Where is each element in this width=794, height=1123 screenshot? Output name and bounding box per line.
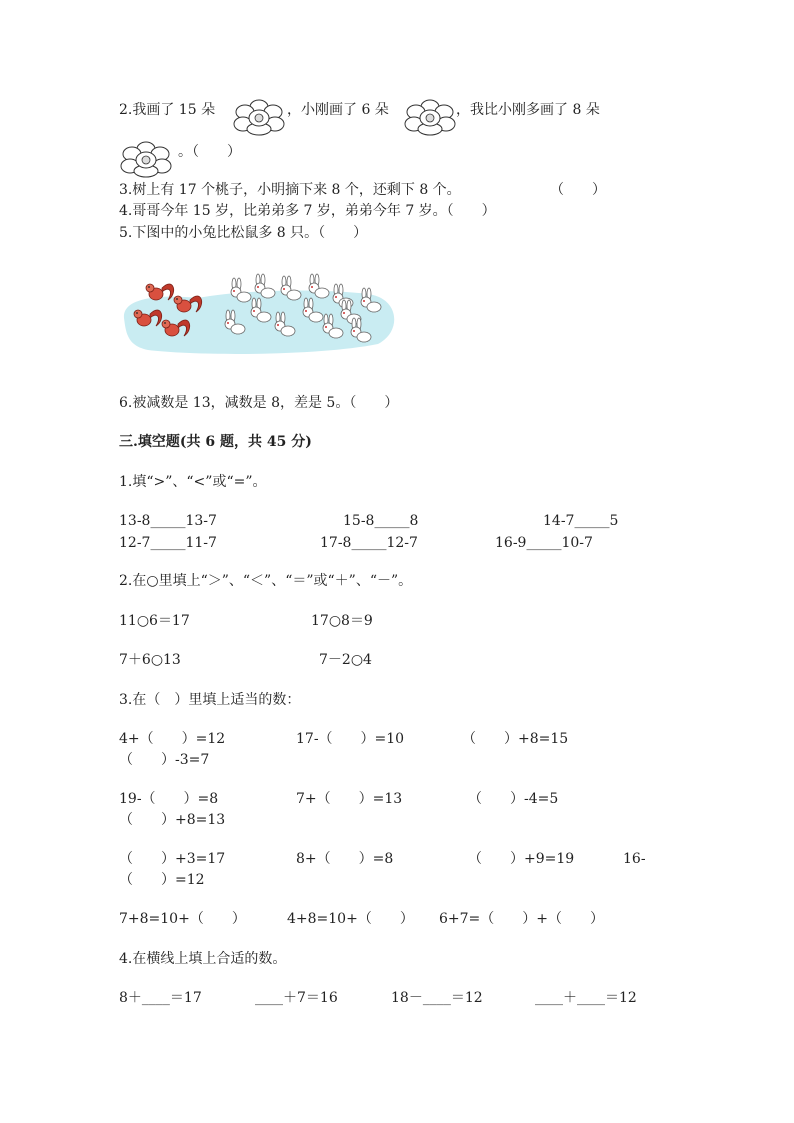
s3-q3-r2-a: 19-（ ）=8 — [119, 791, 219, 807]
s3-q3-r3-d: 16- — [623, 851, 646, 867]
s3-q2-r1-a: 11○6＝17 — [119, 613, 190, 629]
squirrels-rabbits-picture — [118, 268, 398, 356]
s3-q1-title: 1.填“>”、“<”或“=”。 — [119, 474, 267, 490]
s3-q2-r2-a: 7＋6○13 — [119, 652, 181, 668]
s3-q1-r1-b: 15-8_____8 — [343, 513, 419, 529]
s3-q3-r1-b: 17-（ ）=10 — [296, 731, 405, 747]
s3-q3-r1-d: （ ）-3=7 — [119, 752, 210, 768]
flower-icon — [233, 97, 285, 137]
flower-icon — [120, 139, 172, 179]
s3-q1-r2-a: 12-7_____11-7 — [119, 535, 217, 551]
section3-title: 三.填空题(共 6 题，共 45 分) — [119, 434, 312, 450]
s3-q3-r4-a: 7+8=10+（ ） — [119, 911, 246, 927]
judge-q3-bracket: （ ） — [550, 182, 606, 198]
s3-q3-r3-e: （ ）=12 — [119, 872, 205, 888]
s3-q4-a: 8＋____＝17 — [119, 990, 202, 1006]
s3-q1-r2-b: 17-8_____12-7 — [320, 535, 418, 551]
s3-q3-r3-c: （ ）+9=19 — [468, 851, 575, 867]
judge-q6: 6.被减数是 13，减数是 8，差是 5。（ ） — [119, 395, 399, 411]
s3-q2-r1-b: 17○8＝9 — [311, 613, 373, 629]
judge-q2-part3: ，我比小刚多画了 8 朵 — [456, 102, 600, 118]
s3-q3-r1-a: 4+（ ）=12 — [119, 731, 226, 747]
judge-q5: 5.下图中的小兔比松鼠多 8 只。（ ） — [119, 225, 368, 241]
s3-q2-r2-b: 7－2○4 — [319, 652, 372, 668]
s3-q3-r4-b: 4+8=10+（ ） — [287, 911, 414, 927]
s3-q3-r1-c: （ ）+8=15 — [462, 731, 569, 747]
s3-q3-title: 3.在（ ）里填上适当的数： — [119, 692, 301, 708]
s3-q3-r4-c: 6+7=（ ）+（ ） — [439, 911, 605, 927]
s3-q4-title: 4.在横线上填上合适的数。 — [119, 951, 287, 967]
judge-q2-part4: 。（ ） — [178, 144, 241, 160]
s3-q3-r2-c: （ ）-4=5 — [468, 791, 559, 807]
squirrel-icon — [146, 284, 174, 300]
s3-q4-d: ____＋____＝12 — [535, 990, 637, 1006]
s3-q4-c: 18－____＝12 — [391, 990, 483, 1006]
s3-q1-r2-c: 16-9_____10-7 — [495, 535, 593, 551]
judge-q2-part2: ，小刚画了 6 朵 — [287, 102, 389, 118]
s3-q3-r3-b: 8+（ ）=8 — [296, 851, 394, 867]
flower-icon — [404, 97, 456, 137]
s3-q3-r2-d: （ ）+8=13 — [119, 812, 226, 828]
s3-q1-r1-c: 14-7_____5 — [543, 513, 619, 529]
s3-q1-r1-a: 13-8_____13-7 — [119, 513, 217, 529]
s3-q4-b: ____＋7＝16 — [255, 990, 338, 1006]
s3-q2-title: 2.在○里填上“＞”、“＜”、“＝”或“＋”、“－”。 — [119, 573, 413, 589]
judge-q2-part1: 2.我画了 15 朵 — [119, 102, 216, 118]
judge-q4: 4.哥哥今年 15 岁，比弟弟多 7 岁，弟弟今年 7 岁。（ ） — [119, 203, 496, 219]
judge-q3-text: 3.树上有 17 个桃子，小明摘下来 8 个，还剩下 8 个。 — [119, 182, 461, 198]
s3-q3-r3-a: （ ）+3=17 — [119, 851, 226, 867]
s3-q3-r2-b: 7+（ ）=13 — [296, 791, 403, 807]
